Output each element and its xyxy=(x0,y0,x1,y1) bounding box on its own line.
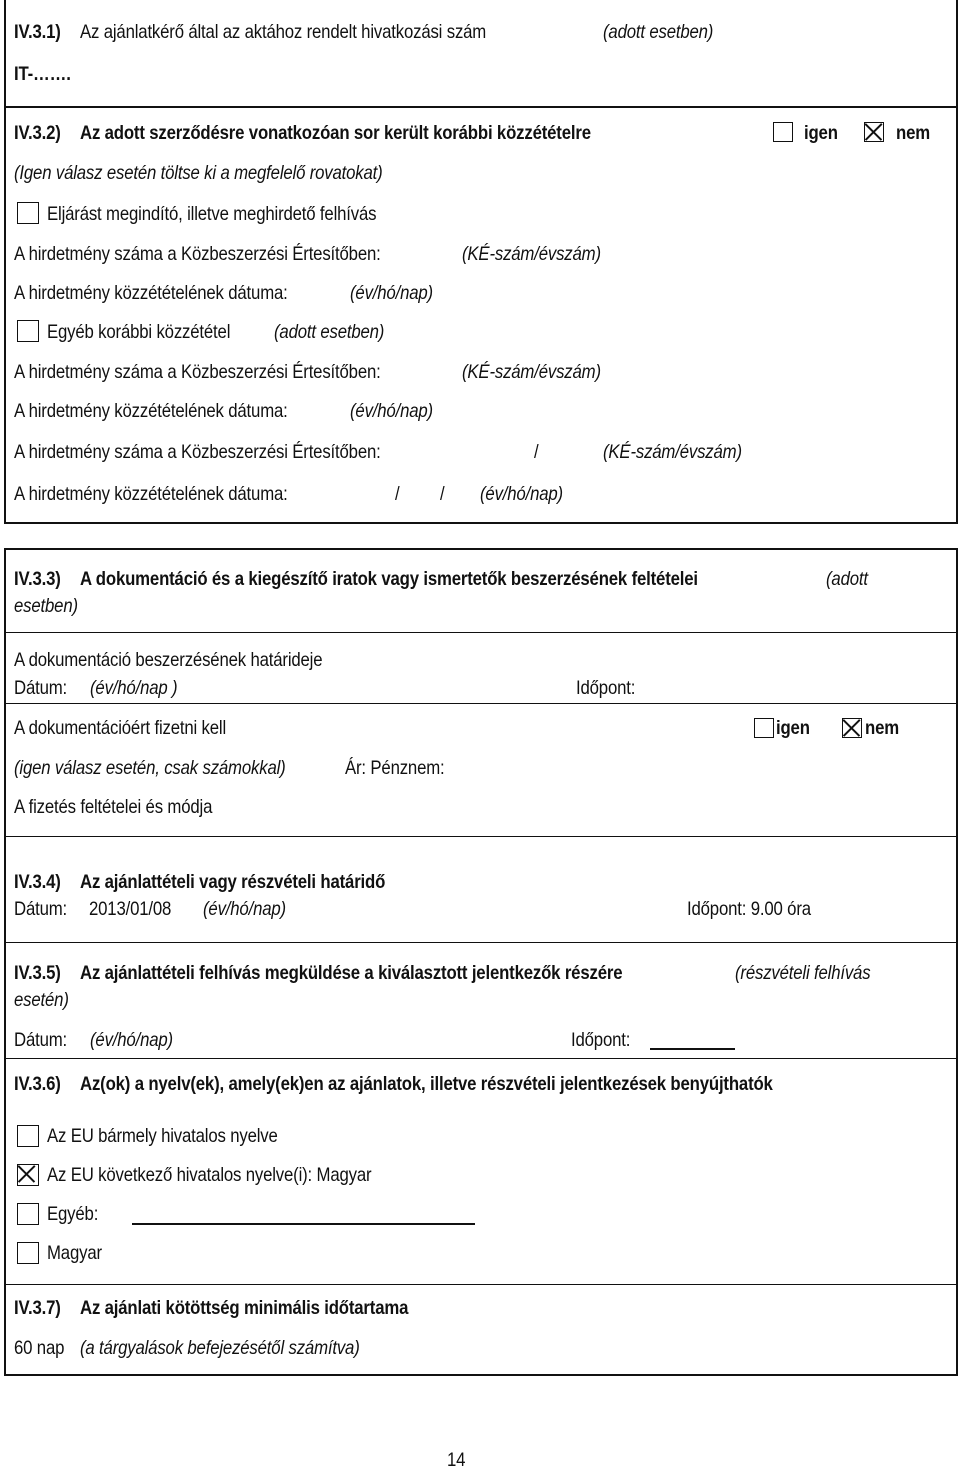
section-note-iv-3-5: (részvételi felhívás xyxy=(735,962,871,984)
time-blank-line[interactable] xyxy=(650,1048,735,1050)
divider xyxy=(6,836,956,837)
divider xyxy=(6,1058,956,1059)
notice-date-label: A hirdetmény közzétételének dátuma: xyxy=(14,483,288,505)
language-label-any-eu: Az EU bármely hivatalos nyelve xyxy=(47,1125,278,1147)
option-checkbox-egyeb[interactable] xyxy=(17,320,39,342)
nem-checkbox[interactable] xyxy=(864,122,884,142)
notice-date-label: A hirdetmény közzétételének dátuma: xyxy=(14,400,288,422)
instruction-note: (Igen válasz esetén töltse ki a megfelelő rovatokat) xyxy=(14,162,383,184)
divider xyxy=(6,1284,956,1285)
notice-number-separator: / xyxy=(534,441,539,463)
section-note-iv-3-1: (adott esetben) xyxy=(603,21,714,43)
payment-required-label: A dokumentációért fizetni kell xyxy=(14,717,227,739)
section-title-iv-3-5: Az ajánlattételi felhívás megküldése a kiválasztott jelentkezők részére xyxy=(80,962,623,984)
date-label: Dátum: xyxy=(14,1029,68,1051)
price-currency-label: Ár: Pénznem: xyxy=(345,757,445,779)
section-note-iv-3-3-cont: esetben) xyxy=(14,595,78,617)
notice-date-note: (év/hó/nap) xyxy=(350,282,433,304)
option-label-egyeb: Egyéb korábbi közzététel xyxy=(47,321,231,343)
section-note-iv-3-3: (adott xyxy=(826,568,868,590)
time-label: Időpont: xyxy=(576,677,636,699)
language-checkbox-other[interactable] xyxy=(17,1203,39,1225)
price-note: (igen válasz esetén, csak számokkal) xyxy=(14,757,286,779)
section-title-iv-3-2: Az adott szerződésre vonatkozóan sor került korábbi közzétételre xyxy=(80,122,591,144)
time-label: Időpont: xyxy=(571,1029,631,1051)
section-title-iv-3-6: Az(ok) a nyelv(ek), amely(ek)en az ajánlatok, illetve részvételi jelentkezések benyújthatók xyxy=(80,1073,773,1095)
option-note-egyeb: (adott esetben) xyxy=(274,321,385,343)
divider xyxy=(6,703,956,704)
other-language-blank-line[interactable] xyxy=(132,1223,475,1225)
notice-date-label: A hirdetmény közzétételének dátuma: xyxy=(14,282,288,304)
section-number-iv-3-2: IV.3.2) xyxy=(14,122,61,144)
reference-number: IT-……. xyxy=(14,63,71,85)
divider xyxy=(4,106,958,108)
language-label-magyar: Magyar xyxy=(47,1242,102,1264)
igen-checkbox[interactable] xyxy=(773,122,793,142)
date-note: (év/hó/nap) xyxy=(203,898,286,920)
language-label-following-eu: Az EU következő hivatalos nyelve(i): Magyar xyxy=(47,1164,372,1186)
section-title-iv-3-3: A dokumentáció és a kiegészítő iratok vagy ismertetők beszerzésének feltételei xyxy=(80,568,698,590)
date-note: (év/hó/nap) xyxy=(90,1029,173,1051)
section-note-iv-3-5-cont: esetén) xyxy=(14,989,69,1011)
language-checkbox-magyar[interactable] xyxy=(17,1242,39,1264)
notice-number-label: A hirdetmény száma a Közbeszerzési Értesítőben: xyxy=(14,441,381,463)
section-title-iv-3-4: Az ajánlattételi vagy részvételi határidő xyxy=(80,871,386,893)
nem-label: nem xyxy=(896,122,930,144)
payment-nem-checkbox[interactable] xyxy=(842,718,862,738)
notice-number-label: A hirdetmény száma a Közbeszerzési Értesítőben: xyxy=(14,361,381,383)
deadline-date-value: 2013/01/08 xyxy=(89,898,172,920)
section-number-iv-3-3: IV.3.3) xyxy=(14,568,61,590)
section-title-iv-3-1: Az ajánlatkérő által az aktához rendelt hivatkozási szám xyxy=(80,21,487,43)
date-label: Dátum: xyxy=(14,677,68,699)
option-label-felhivas: Eljárást megindító, illetve meghirdető felhívás xyxy=(47,203,377,225)
page-number: 14 xyxy=(447,1449,466,1471)
notice-number-label: A hirdetmény száma a Közbeszerzési Értesítőben: xyxy=(14,243,381,265)
commitment-period-note: (a tárgyalások befejezésétől számítva) xyxy=(80,1337,360,1359)
deadline-time: Időpont: 9.00 óra xyxy=(687,898,811,920)
language-checkbox-following-eu[interactable] xyxy=(17,1164,39,1186)
notice-date-note: (év/hó/nap) xyxy=(480,483,563,505)
commitment-period-value: 60 nap xyxy=(14,1337,65,1359)
divider xyxy=(6,632,956,633)
payment-nem-label: nem xyxy=(865,717,899,739)
notice-number-note: (KÉ-szám/évszám) xyxy=(603,441,742,463)
date-separator: / xyxy=(440,483,445,505)
date-separator: / xyxy=(395,483,400,505)
date-note: (év/hó/nap ) xyxy=(90,677,178,699)
igen-label: igen xyxy=(804,122,838,144)
divider xyxy=(6,942,956,943)
option-checkbox-felhivas[interactable] xyxy=(17,202,39,224)
section-number-iv-3-1: IV.3.1) xyxy=(14,21,61,43)
notice-number-note: (KÉ-szám/évszám) xyxy=(462,243,601,265)
language-label-other: Egyéb: xyxy=(47,1203,99,1225)
notice-number-note: (KÉ-szám/évszám) xyxy=(462,361,601,383)
section-number-iv-3-7: IV.3.7) xyxy=(14,1297,61,1319)
payment-igen-checkbox[interactable] xyxy=(754,718,774,738)
section-number-iv-3-4: IV.3.4) xyxy=(14,871,61,893)
section-number-iv-3-5: IV.3.5) xyxy=(14,962,61,984)
date-label: Dátum: xyxy=(14,898,68,920)
language-checkbox-any-eu[interactable] xyxy=(17,1125,39,1147)
payment-igen-label: igen xyxy=(776,717,810,739)
section-number-iv-3-6: IV.3.6) xyxy=(14,1073,61,1095)
section-title-iv-3-7: Az ajánlati kötöttség minimális időtartama xyxy=(80,1297,409,1319)
payment-terms-label: A fizetés feltételei és módja xyxy=(14,796,213,818)
documentation-deadline-label: A dokumentáció beszerzésének határideje xyxy=(14,649,323,671)
notice-date-note: (év/hó/nap) xyxy=(350,400,433,422)
